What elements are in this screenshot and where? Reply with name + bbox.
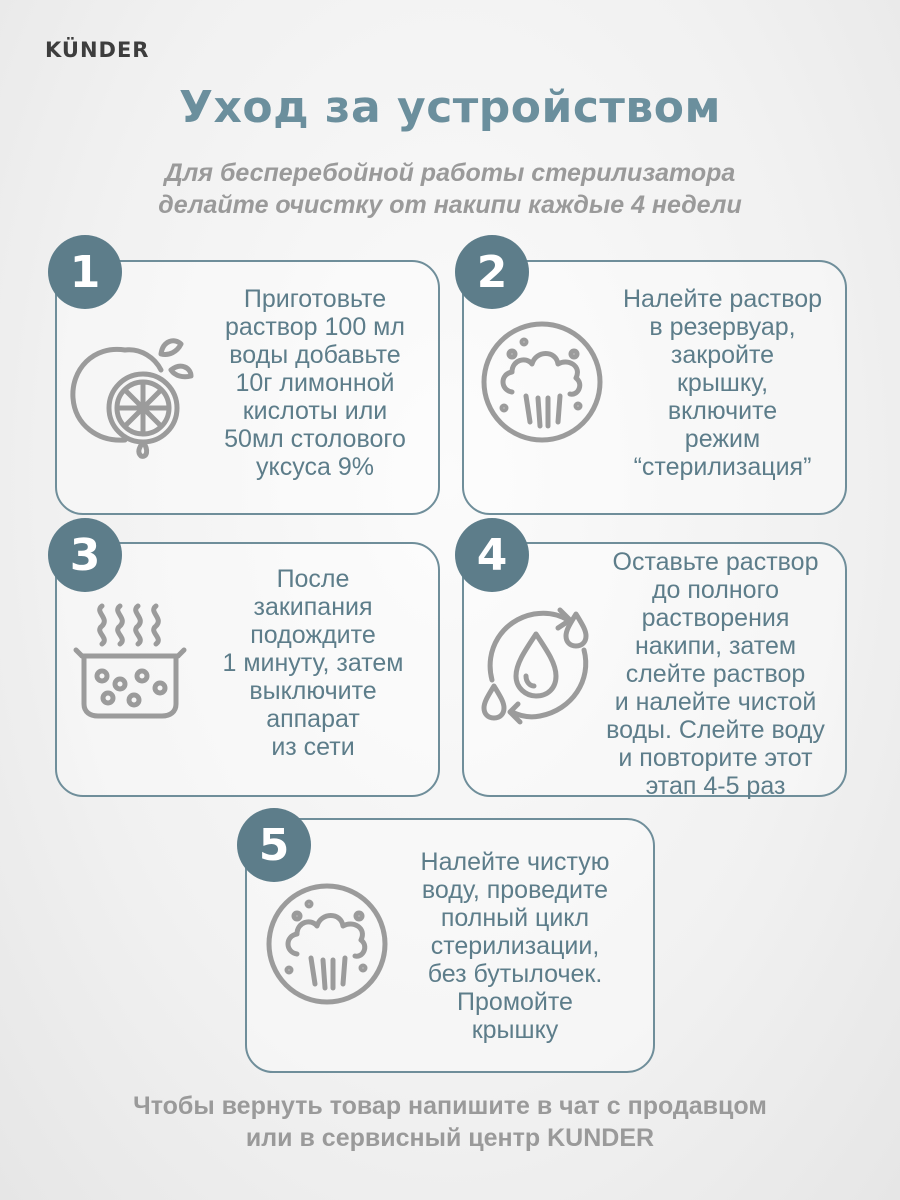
text-line: 10г лимонной: [235, 369, 395, 397]
step-text-3: [198, 565, 428, 761]
text-line: 1 минуту, затем: [222, 649, 404, 677]
text-line: После: [276, 565, 350, 593]
page-title: Уход за устройством: [179, 82, 721, 133]
steam-cloud-icon: [478, 318, 606, 446]
text-line: крышку: [471, 1016, 559, 1044]
text-line: крышку,: [676, 369, 769, 397]
text-line: подождите: [250, 621, 376, 649]
lemon-icon: [63, 330, 198, 460]
step-text-2: [600, 285, 845, 481]
text-line: Налейте чистую: [420, 848, 610, 876]
text-line: “стерилизация”: [633, 453, 812, 481]
step-number-4: 4: [455, 518, 529, 592]
footer-line: Чтобы вернуть товар напишите в чат с продавцом: [133, 1092, 767, 1120]
text-line: Промойте: [457, 988, 573, 1016]
text-line: из сети: [271, 733, 355, 761]
text-line: включите: [667, 397, 778, 425]
step-number-1: 1: [48, 235, 122, 309]
text-line: воды. Слейте воду: [606, 716, 825, 744]
step-text-1: [195, 285, 435, 481]
text-line: режим: [684, 425, 761, 453]
step-number-5: 5: [237, 808, 311, 882]
water-cycle-icon: [472, 600, 602, 730]
subtitle: [0, 157, 900, 221]
text-line: Оставьте раствор: [612, 548, 819, 576]
boiling-pot-icon: [68, 598, 193, 723]
text-line: 50мл столового: [224, 425, 406, 453]
subtitle-line: Для бесперебойной работы стерилизатора: [164, 159, 736, 187]
step-number-3: 3: [48, 518, 122, 592]
step-number-2: 2: [455, 235, 529, 309]
text-line: воду, проведите: [421, 876, 609, 904]
text-line: раствор 100 мл: [225, 313, 405, 341]
text-line: без бутылочек.: [427, 960, 603, 988]
text-line: в резервуар,: [649, 313, 796, 341]
text-line: аппарат: [266, 705, 360, 733]
steam-cloud-icon: [263, 880, 391, 1008]
subtitle-line: делайте очистку от накипи каждые 4 недели: [158, 191, 742, 219]
text-line: растворения: [641, 604, 790, 632]
brand-logo: KÜNDER: [45, 38, 150, 62]
text-line: и повторите этот: [618, 744, 813, 772]
text-line: уксуса 9%: [256, 453, 374, 481]
text-line: закипания: [253, 593, 373, 621]
step-text-4: [598, 548, 833, 800]
text-line: этап 4-5 раз: [645, 772, 786, 800]
footer-note: [0, 1090, 900, 1154]
footer-line: или в сервисный центр KUNDER: [245, 1124, 655, 1152]
text-line: закройте: [670, 341, 775, 369]
text-line: выключите: [249, 677, 377, 705]
text-line: кислоты или: [242, 397, 388, 425]
text-line: стерилизации,: [430, 932, 600, 960]
text-line: слейте раствор: [625, 660, 806, 688]
text-line: полный цикл: [440, 904, 590, 932]
text-line: Приготовьте: [243, 285, 387, 313]
text-line: Налейте раствор: [623, 285, 822, 313]
text-line: и налейте чистой: [614, 688, 817, 716]
text-line: до полного: [651, 576, 780, 604]
text-line: воды добавьте: [229, 341, 401, 369]
step-text-5: [395, 848, 635, 1044]
text-line: накипи, затем: [634, 632, 797, 660]
